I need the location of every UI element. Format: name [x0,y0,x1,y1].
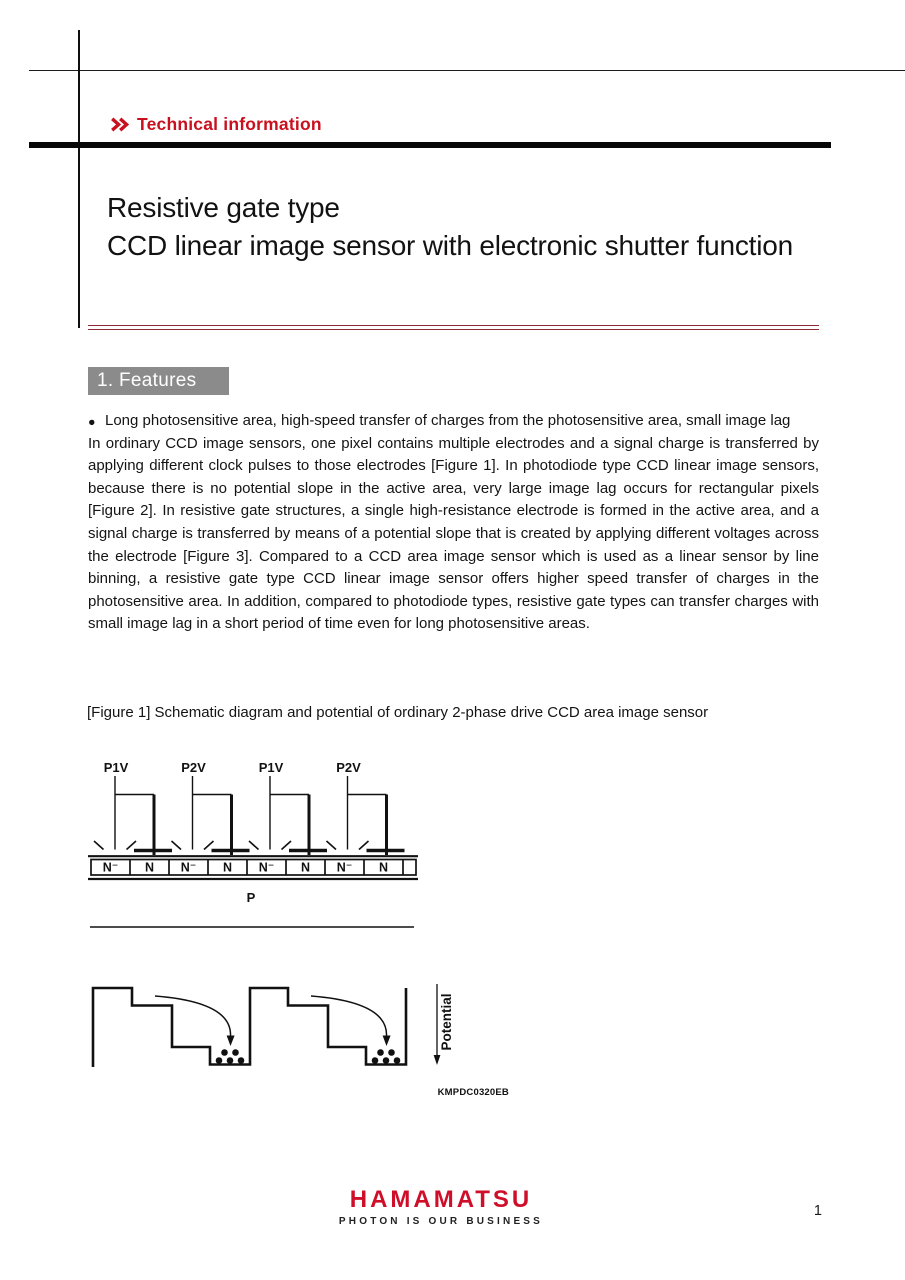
features-body [88,410,819,636]
electrode-label: P2V [336,760,361,775]
transfer-arrow [311,996,387,1036]
title-line-1: Resistive gate type [107,192,340,223]
title-line-2: CCD linear image sensor with electronic shutter function [107,229,793,261]
double-red-rule [88,325,819,330]
feature-bullet-item [88,410,819,433]
region-cell-label: N⁻ [180,860,197,875]
electrode-label: P2V [181,760,206,775]
left-margin-rule [78,30,80,328]
charge-dots [372,1049,401,1064]
charge-dots [216,1049,245,1064]
region-cell-label: N [300,860,311,875]
region-cell-label: N [144,860,155,875]
top-rule [29,70,905,71]
logo-tagline: PHOTON IS OUR BUSINESS [338,1216,544,1227]
bullet-marker: ● [88,415,96,429]
logo-wordmark: HAMAMATSU [349,1186,533,1213]
region-cell-label: N [378,860,389,875]
potential-diagram [93,984,509,1098]
section-heading-features: 1. Features [88,367,229,395]
features-paragraph: In ordinary CCD image sensors, one pixel contains multiple electrodes and a signal charge is transferred by applying different clock pulses to those electrodes [Figure 1]. In photodiode type CCD linear image sensors, because there is no potential slope in the active area, very large image lag occurs for rectangular pixels [Figure 2]. In resistive gate structures, a single high-resistance electrode is formed in the active area, and a signal charge is transferred by means of a potential slope that is created by applying different voltages across the electrode [Figure 3]. Compared to a CCD area image sensor which is used as a linear sensor by line binning, a resistive gate type CCD linear image sensor offers higher speed transfer of charges in the photosensitive area. In addition, compared to photodiode types, resistive gate types can transfer charges with small image lag in a short period of time even for long photosensitive areas. [88,434,819,633]
figure1-caption: [Figure 1] Schematic diagram and potential of ordinary 2-phase drive CCD area image sensor [87,704,709,721]
region-cell-label: N⁻ [258,860,275,875]
potential-axis-label: Potential [439,993,454,1051]
transfer-arrow [155,996,231,1036]
region-cell-label: N⁻ [336,860,353,875]
electrode-label: P1V [103,760,129,775]
double-chevron-icon [110,117,129,132]
electrode-label: P1V [258,760,284,775]
header-rule [29,142,831,148]
region-cell-label: N⁻ [102,860,119,875]
hamamatsu-logo [325,1186,557,1227]
region-cell-label: N [222,860,233,875]
page-number: 1 [813,1203,822,1219]
header [110,112,322,136]
figure-doc-code: KMPDC0320EB [437,1087,509,1098]
page-title [107,189,847,264]
schematic-diagram [88,760,418,927]
substrate-label: P [246,890,256,905]
feature-bullet-text: Long photosensitive area, high-speed transfer of charges from the photosensitive area, small image lag [105,412,791,429]
header-label-text: Technical information [137,113,322,134]
